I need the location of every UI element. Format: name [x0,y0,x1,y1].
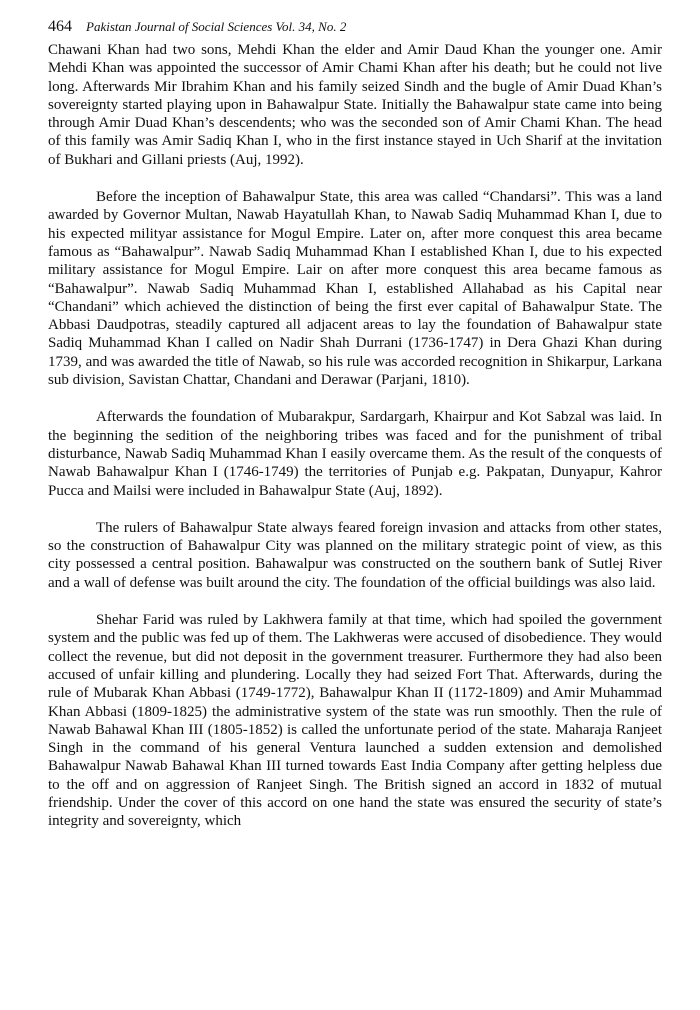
paragraph-continued: Chawani Khan had two sons, Mehdi Khan the elder and Amir Daud Khan the younger one. Amir Mehdi Khan was appointed the successor of Amir Chami Khan after his death; but he could not live long. Afterwards Mir Ibrahim Khan and his family seized Sindh and the bugle of Amir Duad Khan’s sovereignty started playing upon in Bahawalpur State. Initially the Bahawalpur state came into being through Amir Duad Khan’s descendents; who was the seconded son of Amir Chami Khan. The head of this family was Amir Sadiq Khan I, who in the first instance stayed in Uch Sharif at the invitation of Bukhari and Gillani priests (Auj, 1992). [48,42,662,168]
paragraph: The rulers of Bahawalpur State always feared foreign invasion and attacks from other states, so the construction of Bahawalpur City was planned on the military strategic point of view, as this city possessed a central position. Bahawalpur was constructed on the southern bank of Sutlej River and a wall of defense was built around the city. The foundation of the official buildings was also laid. [48,519,662,591]
paragraph: Before the inception of Bahawalpur State, this area was called “Chandarsi”. This was a land awarded by Governor Multan, Nawab Hayatullah Khan, to Nawab Sadiq Muhammad Khan I, due to his expected milityar assistance for Mogul Empire. Later on, after more conquest this area became famous as “Bahawalpur”. Nawab Sadiq Muhammad Khan I established Khan I, due to his expected military assistance for Mogul Empire. Lair on after more conquest this area became famous as “Bahawalpur”. Nawab Sadiq Muhammad Khan I, established Allahabad as his Capital near “Chandani” which achieved the distinction of being the first ever capital of Bahawalpur State. The Abbasi Daudpotras, steadily captured all adjacent areas to lay the foundation of Bahawalpur state Sadiq Muhammad Khan I called on Nadir Shah Durrani (1736-1747) in Dera Ghazi Khan during 1739, and was awarded the title of Nawab, so his rule was accorded recognition in Shikarpur, Larkana sub division, Savistan Chattar, Chandani and Derawar (Parjani, 1810). [48,189,662,389]
running-header [48,18,662,40]
paragraph: Afterwards the foundation of Mubarakpur, Sardargarh, Khairpur and Kot Sabzal was laid. In the beginning the sedition of the neighboring tribes was faced and for the punishment of tribal disturbance, Nawab Sadiq Muhammad Khan I easily overcame them. As the result of the conquests of Nawab Bahawalpur Khan I (1746-1749) the territories of Punjab e.g. Pakpatan, Dunyapur, Kahror Pucca and Mailsi were included in Bahawalpur State (Auj, 1892). [48,409,662,499]
journal-title: Pakistan Journal of Social Sciences Vol. 34, No. 2 [86,19,347,34]
page-number: 464 [48,18,72,35]
journal-page [48,18,662,831]
body-text [48,41,662,831]
paragraph: Shehar Farid was ruled by Lakhwera family at that time, which had spoiled the government system and the public was fed up of them. The Lakhweras were accused of disobedience. They would collect the revenue, but did not deposit in the government treasurer. Furthermore they had also been accused of unfair killing and plundering. Locally they had seized Fort That. Afterwards, during the rule of Mubarak Khan Abbasi (1749-1772), Bahawalpur Khan II (1172-1809) and Amir Muhammad Khan Abbasi (1809-1825) the administrative system of the state was run smoothly. Then the rule of Nawab Bahawal Khan III (1805-1852) is called the unfortunate period of the state. Maharaja Ranjeet Singh in the command of his general Ventura launched a sudden extension and demolished Bahawalpur Nawab Bahawal Khan III turned towards East India Company after getting helpless due to the off and on aggression of Ranjeet Singh. The British signed an accord in 1832 of mutual friendship. Under the cover of this accord on one hand the state was ensured the security of state’s integrity and sovereignty, which [48,612,662,830]
